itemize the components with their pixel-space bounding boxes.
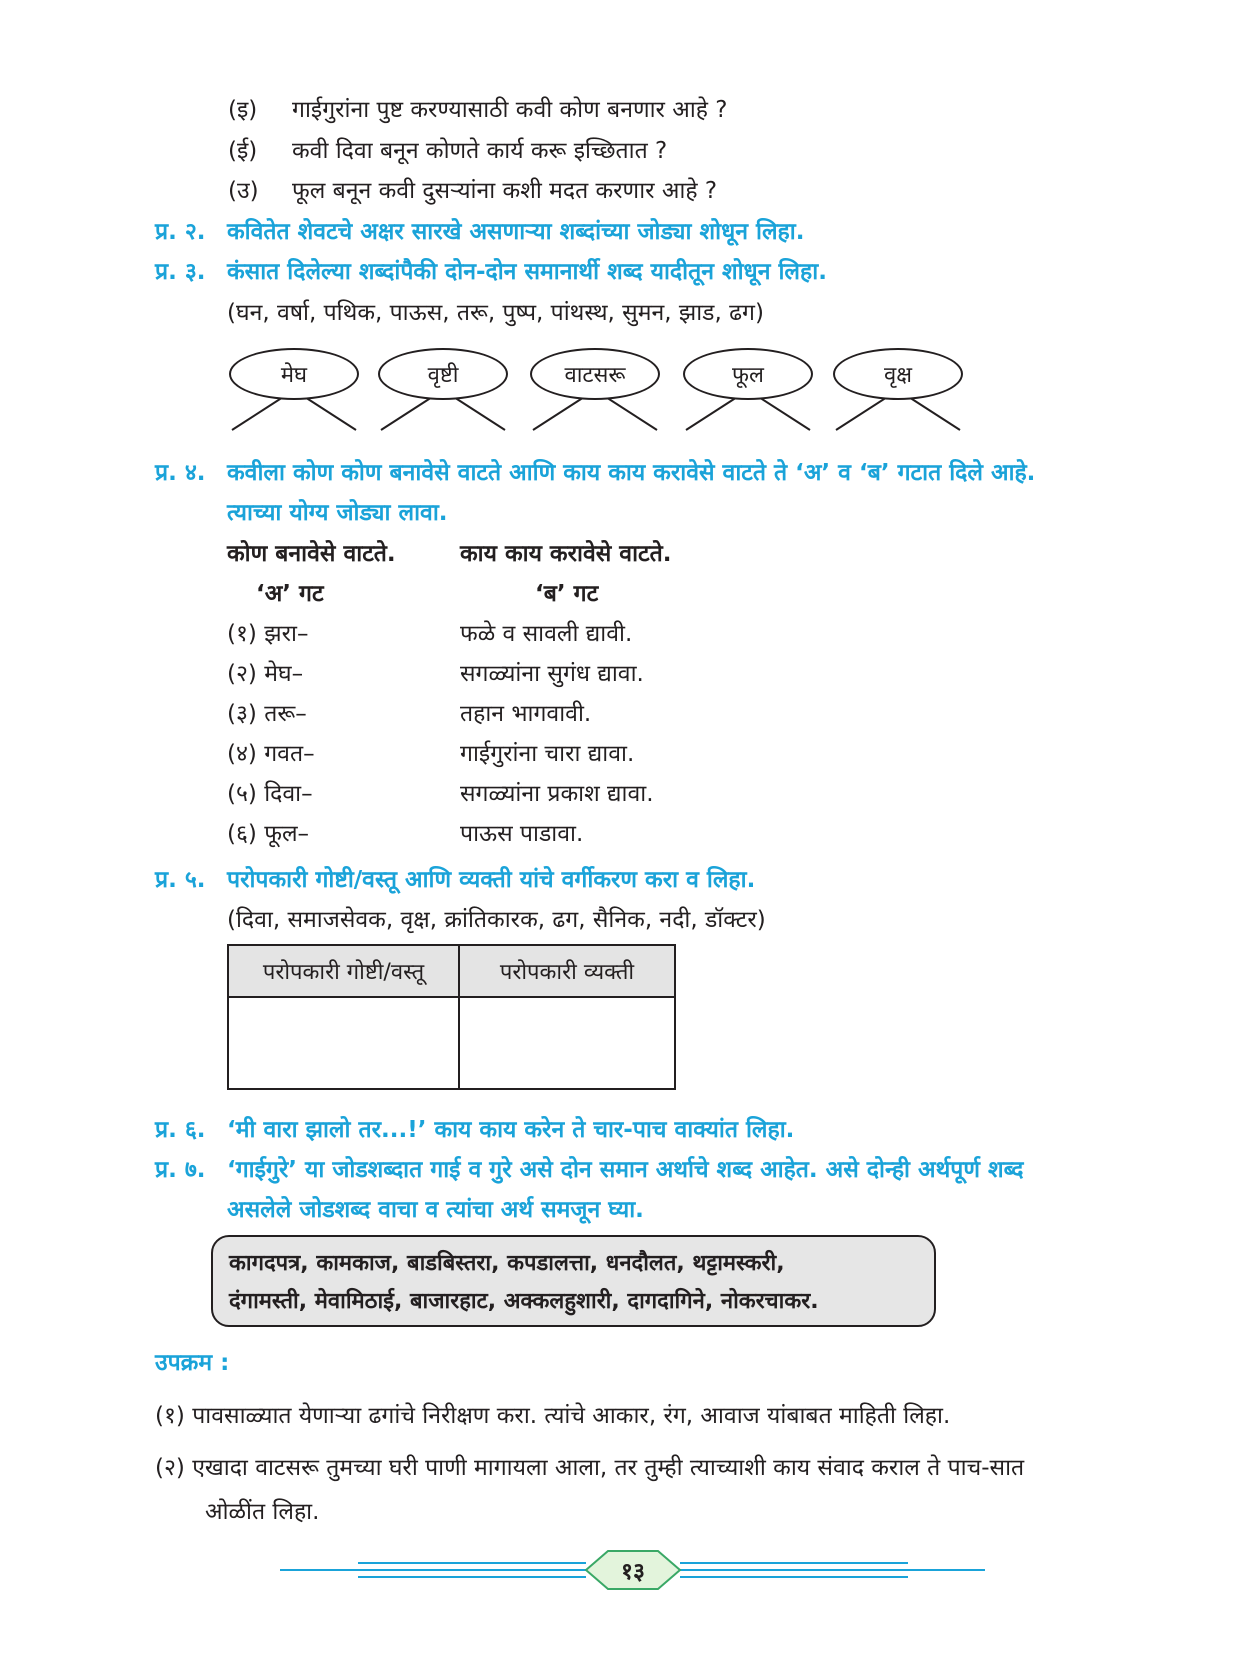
match-a-4: (४) गवत– — [227, 741, 315, 767]
activity-item-1: (१) पावसाळ्यात येणाऱ्या ढगांचे निरीक्षण करा. त्यांचे आकार, रंग, आवाज यांबाबत माहिती लिहा. — [155, 1403, 951, 1429]
match-a-2: (२) मेघ– — [227, 661, 304, 687]
match-b-3: तहान भागवावी. — [460, 701, 592, 727]
compound-words-line2: दंगामस्ती, मेवामिठाई, बाजारहाट, अक्कलहुशारी, दागदागिने, नोकरचाकर. — [229, 1289, 819, 1314]
question-6: प्र. ६. ‘मी वारा झालो तर...!’ काय काय करेन ते चार-पाच वाक्यांत लिहा. — [155, 1117, 795, 1143]
sub-question-ee: (ई) कवी दिवा बनून कोणते कार्य करू इच्छितात ? — [228, 138, 668, 164]
table-cell-things — [228, 997, 459, 1089]
match-a-3: (३) तरू– — [227, 701, 307, 727]
sub-question-u: (उ) फूल बनून कवी दुसऱ्यांना कशी मदत करणार आहे ? — [228, 178, 718, 204]
question-7: प्र. ७. ‘गाईगुरे’ या जोडशब्दात गाई व गुरे असे दोन समान अर्थाचे शब्द आहेत. असे दोन्ही अर्थपूर्ण शब्द — [155, 1157, 1024, 1183]
question-7-line2: असलेले जोडशब्द वाचा व त्यांचा अर्थ समजून घ्या. — [227, 1197, 644, 1223]
table-header-things: परोपकारी गोष्टी/वस्तू — [228, 945, 459, 997]
sub-question-e: (इ) गाईगुरांना पुष्ट करण्यासाठी कवी कोण बनणार आहे ? — [228, 97, 728, 123]
match-b-4: गाईगुरांना चारा द्यावा. — [460, 741, 635, 767]
q3-word-list: (घन, वर्षा, पथिक, पाऊस, तरू, पुष्प, पांथस्थ, सुमन, झाड, ढग) — [227, 300, 764, 326]
match-b-5: सगळ्यांना प्रकाश द्यावा. — [460, 781, 654, 807]
activity-title: उपक्रम : — [155, 1350, 230, 1376]
question-4: प्र. ४. कवीला कोण कोण बनावेसे वाटते आणि काय काय करावेसे वाटते ते ‘अ’ व ‘ब’ गटात दिले आहे. — [155, 460, 1036, 486]
match-b-2: सगळ्यांना सुगंध द्यावा. — [460, 661, 644, 687]
question-3: प्र. ३. कंसात दिलेल्या शब्दांपैकी दोन-दोन समानार्थी शब्द यादीतून शोधून लिहा. — [155, 259, 827, 285]
page-number: १३ — [621, 1559, 645, 1585]
match-a-6: (६) फूल– — [227, 821, 310, 847]
question-5: प्र. ५. परोपकारी गोष्टी/वस्तू आणि व्यक्ती यांचे वर्गीकरण करा व लिहा. — [155, 867, 756, 893]
activity-item-2: (२) एखादा वाटसरू तुमच्या घरी पाणी मागायला आला, तर तुम्ही त्याच्याशी काय संवाद कराल ते पाच-सात — [155, 1455, 1025, 1481]
group-b-label: ‘ब’ गट — [535, 581, 599, 607]
question-4-line2: त्याच्या योग्य जोड्या लावा. — [227, 500, 448, 526]
oval-megh: मेघ — [229, 348, 359, 400]
compound-words-line1: कागदपत्र, कामकाज, बाडबिस्तरा, कपडालत्ता, धनदौलत, थट्टामस्करी, — [229, 1251, 785, 1276]
activity-item-2-line2: ओळींत लिहा. — [205, 1499, 320, 1525]
match-b-1: फळे व सावली द्यावी. — [460, 621, 633, 647]
match-a-1: (१) झरा– — [227, 621, 309, 647]
oval-phool: फूल — [683, 348, 813, 400]
match-b-6: पाऊस पाडावा. — [460, 821, 584, 847]
classification-table — [227, 944, 676, 1090]
q5-word-list: (दिवा, समाजसेवक, वृक्ष, क्रांतिकारक, ढग, सैनिक, नदी, डॉक्टर) — [227, 907, 766, 933]
col-b-heading: काय काय करावेसे वाटते. — [460, 541, 672, 567]
table-cell-persons — [459, 997, 675, 1089]
question-2: प्र. २. कवितेत शेवटचे अक्षर सारखे असणाऱ्या शब्दांच्या जोड्या शोधून लिहा. — [155, 219, 805, 245]
match-a-5: (५) दिवा– — [227, 781, 313, 807]
oval-vatsaru: वाटसरू — [530, 348, 660, 400]
group-a-label: ‘अ’ गट — [256, 581, 324, 607]
oval-vrushti: वृष्टी — [378, 348, 508, 400]
table-header-persons: परोपकारी व्यक्ती — [459, 945, 675, 997]
col-a-heading: कोण बनावेसे वाटते. — [227, 541, 396, 567]
oval-vruksha: वृक्ष — [833, 348, 963, 400]
compound-words-box — [211, 1235, 936, 1327]
